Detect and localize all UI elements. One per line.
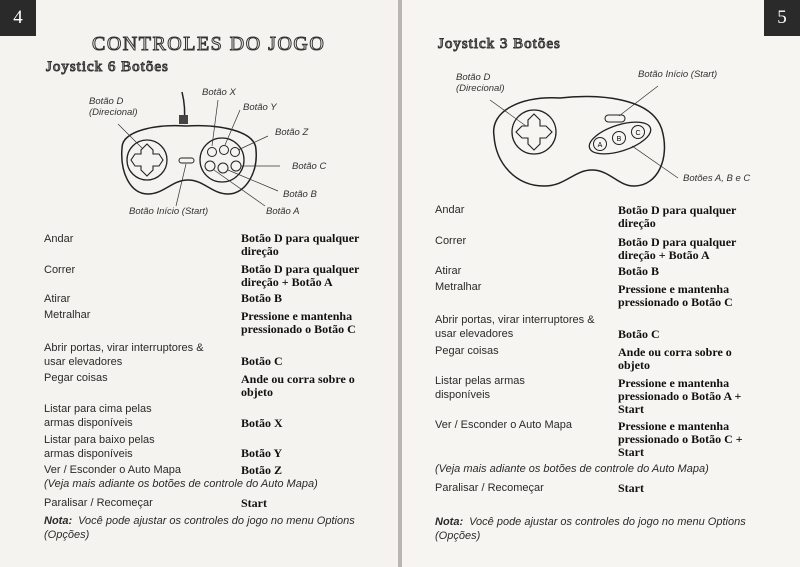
control-value: Botão D para qualquer direção + Botão A bbox=[241, 262, 360, 289]
control-value: Botão D para qualquer direção bbox=[241, 231, 360, 258]
section-title: Joystick 6 Botões bbox=[46, 59, 169, 75]
label-start-button: Botão Início (Start) bbox=[638, 69, 718, 80]
label-button-z: Botão Z bbox=[275, 127, 309, 138]
control-value: Pressione e mantenha pressionado o Botão C + Start bbox=[618, 419, 743, 459]
section-title: Joystick 3 Botões bbox=[438, 36, 561, 52]
action-label: Ver / Esconder o Auto Mapa bbox=[44, 464, 181, 476]
control-value: Botão D para qualquer direção + Botão A bbox=[618, 235, 737, 262]
control-value: Start bbox=[618, 481, 644, 495]
label-button-y: Botão Y bbox=[243, 102, 277, 113]
control-value: Pressione e mantenha pressionado o Botão C bbox=[241, 309, 356, 336]
controller-body bbox=[494, 97, 665, 186]
control-value: Botão C bbox=[618, 327, 660, 341]
control-value: Botão B bbox=[241, 291, 283, 305]
control-value: Botão X bbox=[241, 416, 283, 430]
key-a: A bbox=[597, 142, 603, 149]
page-title: CONTROLES DO JOGO bbox=[92, 33, 326, 55]
action-label: Abrir portas, virar interruptores & usar elevadores bbox=[435, 314, 595, 340]
action-label: Metralhar bbox=[435, 281, 482, 293]
action-label: Correr bbox=[44, 264, 76, 276]
action-label: Paralisar / Recomeçar bbox=[44, 497, 153, 509]
action-label: Pegar coisas bbox=[435, 345, 499, 357]
auto-map-note: (Veja mais adiante os botões de controle do Auto Mapa) bbox=[44, 478, 318, 490]
label-d-pad: Botão D (Direcional) bbox=[89, 96, 138, 118]
label-button-b: Botão B bbox=[283, 189, 317, 200]
cable-connector bbox=[179, 115, 188, 124]
control-value: Start bbox=[241, 496, 267, 510]
control-value: Pressione e mantenha pressionado o Botão C bbox=[618, 282, 733, 309]
note-label: Nota: bbox=[435, 516, 464, 528]
action-label: Listar para baixo pelas armas disponíveis bbox=[44, 434, 155, 460]
label-start-button: Botão Início (Start) bbox=[129, 206, 209, 217]
note-text: Você pode ajustar os controles do jogo no menu Options (Opções) bbox=[44, 515, 355, 541]
action-label: Listar para cima pelas armas disponíveis bbox=[44, 403, 152, 429]
control-value: Ande ou corra sobre o objeto bbox=[241, 372, 355, 399]
action-label: Correr bbox=[435, 235, 467, 247]
action-label: Andar bbox=[435, 204, 465, 216]
control-value: Ande ou corra sobre o objeto bbox=[618, 345, 732, 372]
three-button-controller-diagram bbox=[482, 78, 682, 193]
note-label: Nota: bbox=[44, 515, 73, 527]
note-box bbox=[44, 514, 374, 542]
page-number: 4 bbox=[0, 0, 36, 36]
action-label: Metralhar bbox=[44, 309, 91, 321]
action-label: Ver / Esconder o Auto Mapa bbox=[435, 419, 572, 431]
label-d-pad: Botão D (Direcional) bbox=[456, 72, 505, 94]
key-b: B bbox=[616, 136, 622, 143]
control-value: Botão B bbox=[618, 264, 660, 278]
label-button-a: Botão A bbox=[266, 206, 300, 217]
note-box bbox=[435, 515, 775, 543]
action-label: Andar bbox=[44, 233, 74, 245]
action-label: Atirar bbox=[435, 265, 462, 277]
label-abc-buttons: Botões A, B e C bbox=[683, 173, 751, 184]
label-button-c: Botão C bbox=[292, 161, 327, 172]
control-value: Pressione e mantenha pressionado o Botão A + Start bbox=[618, 376, 742, 416]
auto-map-note: (Veja mais adiante os botões de controle do Auto Mapa) bbox=[435, 463, 709, 475]
action-label: Paralisar / Recomeçar bbox=[435, 482, 544, 494]
control-value: Botão D para qualquer direção bbox=[618, 203, 737, 230]
page-number: 5 bbox=[764, 0, 800, 36]
left-page bbox=[0, 0, 398, 567]
action-label: Listar pelas armas disponíveis bbox=[435, 375, 525, 401]
key-c: C bbox=[635, 130, 641, 137]
control-value: Botão Y bbox=[241, 446, 283, 460]
control-value: Botão C bbox=[241, 354, 283, 368]
right-page bbox=[402, 0, 800, 567]
action-label: Atirar bbox=[44, 293, 71, 305]
control-value: Botão Z bbox=[241, 463, 283, 477]
note-text: Você pode ajustar os controles do jogo no menu Options (Opções) bbox=[435, 516, 746, 542]
controller-body bbox=[122, 126, 256, 194]
action-label: Abrir portas, virar interruptores & usar elevadores bbox=[44, 342, 204, 368]
label-button-x: Botão X bbox=[202, 87, 236, 98]
action-label: Pegar coisas bbox=[44, 372, 108, 384]
